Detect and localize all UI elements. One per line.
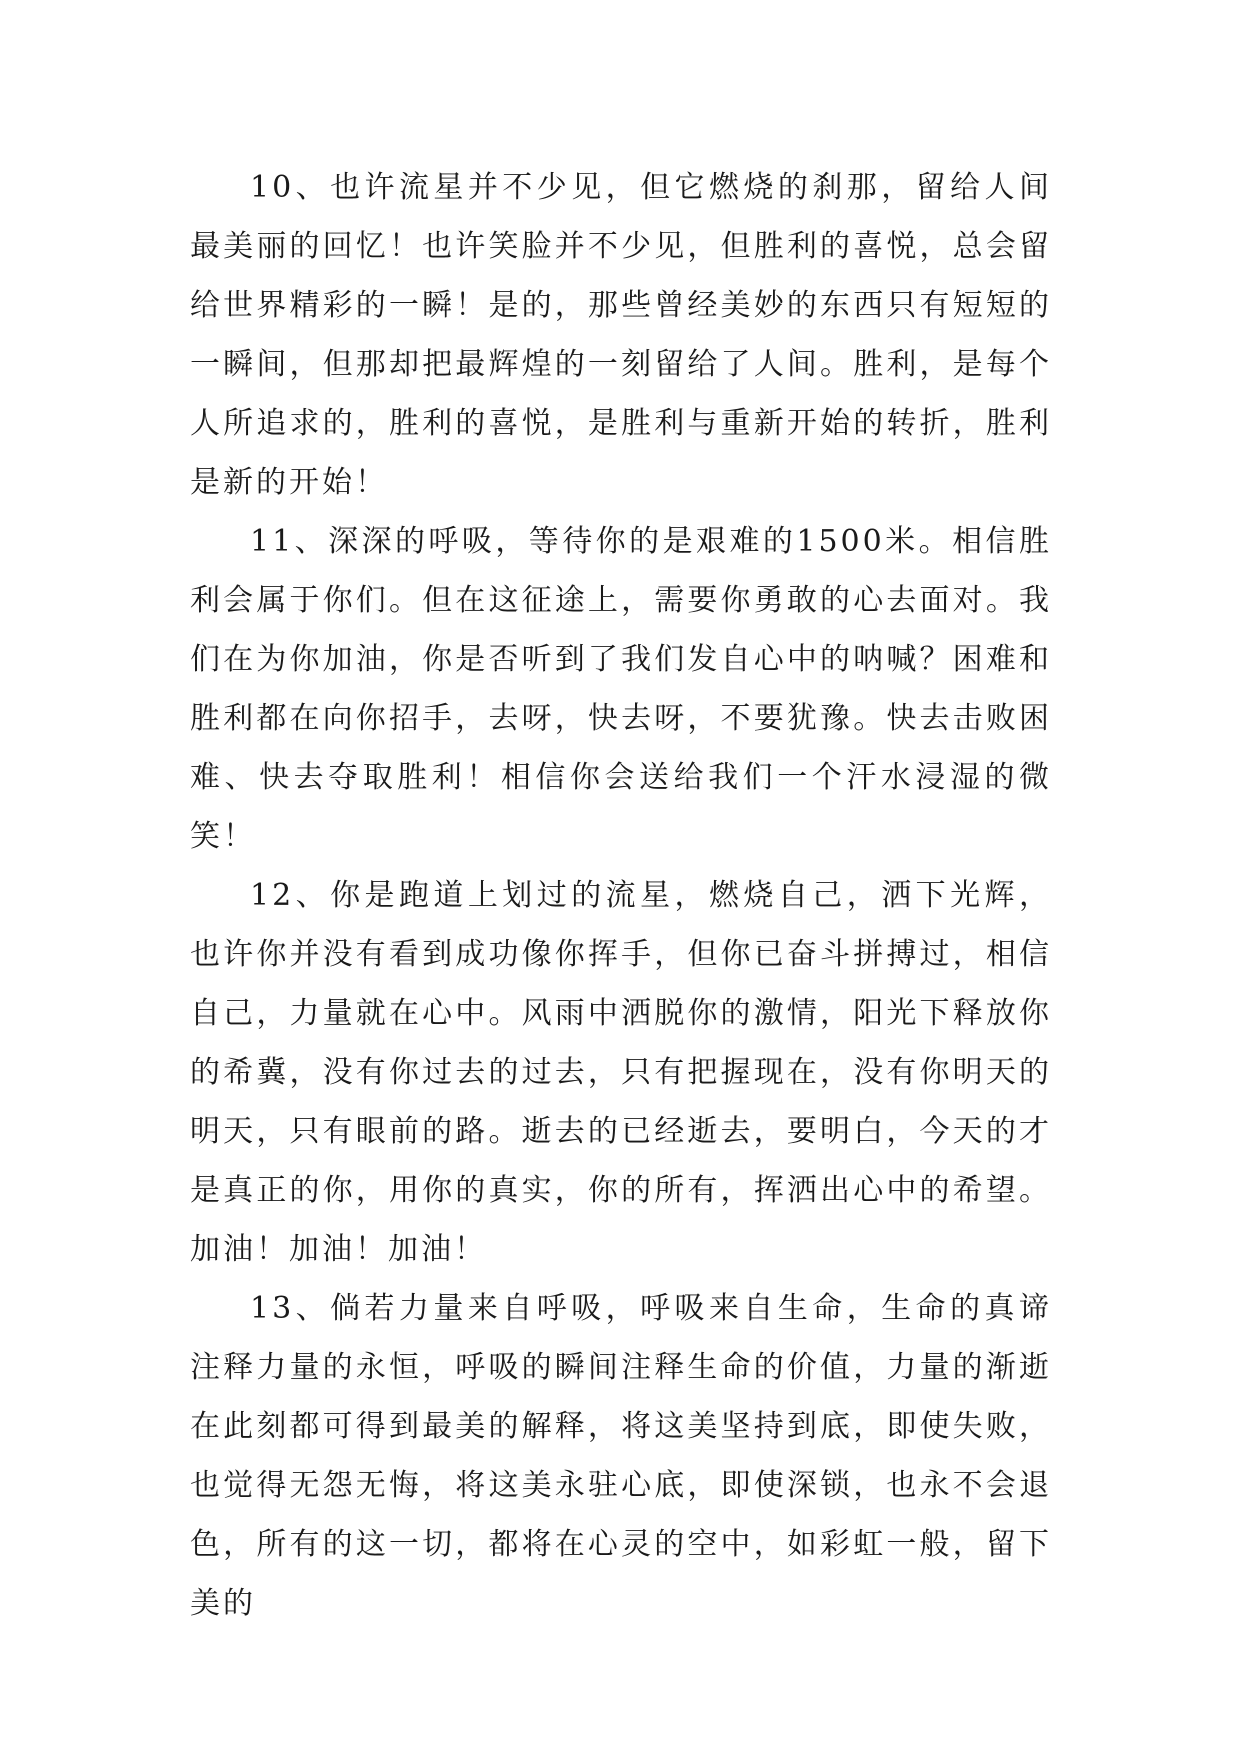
paragraph-10: 10、也许流星并不少见，但它燃烧的刹那，留给人间最美丽的回忆！也许笑脸并不少见，但胜利的喜悦，总会留给世界精彩的一瞬！是的，那些曾经美妙的东西只有短短的一瞬间，但那却把最辉煌的一刻留给了人间。胜利，是每个人所追求的，胜利的喜悦，是胜利与重新开始的转折，胜利是新的开始！ [190,170,1052,500]
paragraph-11: 11、深深的呼吸，等待你的是艰难的1500米。相信胜利会属于你们。但在这征途上，需要你勇敢的心去面对。我们在为你加油，你是否听到了我们发自心中的呐喊？困难和胜利都在向你招手，去呀，快去呀，不要犹豫。快去击败困难、快去夺取胜利！相信你会送给我们一个汗水浸湿的微笑！ [190,524,1052,854]
paragraph-12: 12、你是跑道上划过的流星，燃烧自己，洒下光辉，也许你并没有看到成功像你挥手，但你已奋斗拼搏过，相信自己，力量就在心中。风雨中洒脱你的激情，阳光下释放你的希冀，没有你过去的过去，只有把握现在，没有你明天的明天，只有眼前的路。逝去的已经逝去，要明白，今天的才是真正的你，用你的真实，你的所有，挥洒出心中的希望。加油！加油！加油！ [190,878,1052,1267]
paragraph-13: 13、倘若力量来自呼吸，呼吸来自生命，生命的真谛注释力量的永恒，呼吸的瞬间注释生命的价值，力量的渐逝在此刻都可得到最美的解释，将这美坚持到底，即使失败，也觉得无怨无悔，将这美永驻心底，即使深锁，也永不会退色，所有的这一切，都将在心灵的空中，如彩虹一般，留下美的 [190,1291,1052,1621]
document-body [190,158,1052,1633]
